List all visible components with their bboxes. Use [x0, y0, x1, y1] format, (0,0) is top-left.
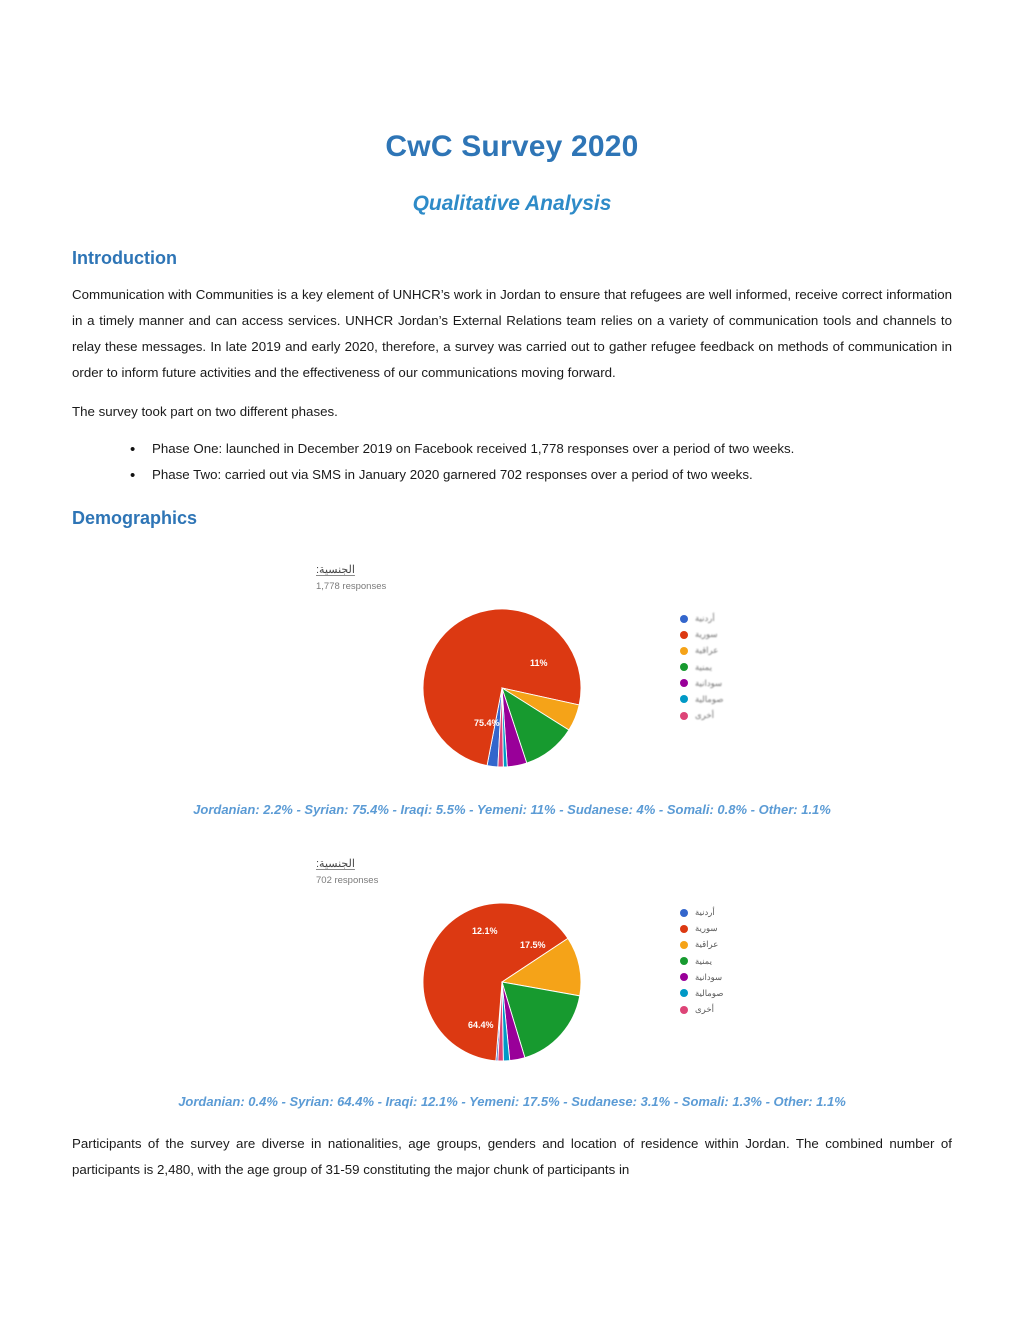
- slice-label-iraqi: 12.1%: [472, 926, 498, 937]
- legend-color-swatch: [680, 647, 688, 655]
- list-item: • Phase Two: carried out via SMS in January 2020 garnered 702 responses over a period of two weeks.: [130, 462, 952, 488]
- slice-label-yemeni: 11%: [530, 658, 548, 669]
- section-heading-introduction: Introduction: [72, 248, 177, 268]
- legend-item-label: سورية: [695, 923, 718, 934]
- legend-item-other: [680, 1002, 790, 1018]
- legend-item-label: سورية: [695, 629, 718, 640]
- chart-response-count: 702 responses: [316, 875, 379, 887]
- document-subtitle: Qualitative Analysis: [412, 192, 612, 215]
- chart-caption: Jordanian: 0.4% - Syrian: 64.4% - Iraqi: 12.1% - Yemeni: 17.5% - Sudanese: 3.1% - Somali: 1.3% - Other: 1.1%: [178, 1094, 846, 1110]
- demographics-closing-paragraph: Participants of the survey are diverse in nationalities, age groups, genders and location of residence within Jordan. The combined number of participants is 2,480, with the age group of 31-59 constituting the major chunk of participants in: [72, 1136, 952, 1178]
- chart-body: [72, 900, 952, 1070]
- chart-header: [316, 563, 952, 592]
- introduction-paragraph-2: The survey took part on two different phases.: [72, 403, 338, 419]
- legend-item-iraqi: [680, 643, 790, 659]
- pie-svg: [420, 900, 584, 1064]
- pie-chart-graphic: [420, 900, 584, 1064]
- legend-color-swatch: [680, 925, 688, 933]
- legend-item-label: يمنية: [695, 955, 712, 966]
- legend-item-yemeni: [680, 659, 790, 675]
- chart-question-title: الجنسية:: [316, 564, 355, 577]
- legend-item-label: يمنية: [695, 661, 712, 672]
- legend-color-swatch: [680, 941, 688, 949]
- legend-color-swatch: [680, 957, 688, 965]
- chart-legend: [680, 904, 790, 1017]
- legend-color-swatch: [680, 663, 688, 671]
- section-heading-demographics: Demographics: [72, 508, 198, 529]
- chart-body: [72, 606, 952, 776]
- legend-item-label: أخرى: [695, 1004, 714, 1015]
- legend-item-syrian: [680, 627, 790, 643]
- legend-item-label: أخرى: [695, 710, 714, 721]
- legend-color-swatch: [680, 1006, 688, 1014]
- legend-item-sudanese: [680, 969, 790, 985]
- legend-item-label: صومالية: [695, 693, 724, 704]
- legend-color-swatch: [680, 909, 688, 917]
- phases-list: [72, 425, 952, 488]
- legend-color-swatch: [680, 679, 688, 687]
- chart-header: [316, 857, 952, 886]
- legend-item-label: عراقية: [695, 939, 719, 950]
- legend-color-swatch: [680, 989, 688, 997]
- legend-item-jordanian: [680, 904, 790, 920]
- legend-item-label: أردنية: [695, 613, 715, 624]
- chart-nationality-phase-one: [72, 529, 952, 817]
- chart-question-title: الجنسية:: [316, 858, 355, 871]
- slice-label-syrian: 75.4%: [474, 718, 500, 729]
- legend-item-somali: [680, 691, 790, 707]
- legend-item-yemeni: [680, 953, 790, 969]
- legend-item-label: سودانية: [695, 971, 723, 982]
- chart-caption: Jordanian: 2.2% - Syrian: 75.4% - Iraqi: 5.5% - Yemeni: 11% - Sudanese: 4% - Somali: 0.8% - Other: 1.1%: [193, 802, 831, 818]
- legend-item-label: أردنية: [695, 907, 715, 918]
- chart-legend: [680, 610, 790, 723]
- legend-item-label: عراقية: [695, 645, 719, 656]
- introduction-paragraph-1: Communication with Communities is a key element of UNHCR’s work in Jordan to ensure that refugees are well informed, receive correct information in a timely manner and can access services. UNHCR Jordan’s External Relations team relies on a variety of communication tools and channels to relay these messages. In late 2019 and early 2020, therefore, a survey was carried out to gather refugee feedback on methods of communication in order to inform future activities and the effectiveness of our communications moving forward.: [72, 287, 952, 380]
- legend-item-jordanian: [680, 610, 790, 626]
- legend-color-swatch: [680, 615, 688, 623]
- legend-color-swatch: [680, 631, 688, 639]
- legend-item-label: صومالية: [695, 987, 724, 998]
- document-title: CwC Survey 2020: [385, 130, 639, 163]
- legend-item-other: [680, 708, 790, 724]
- legend-color-swatch: [680, 695, 688, 703]
- pie-svg: [420, 606, 584, 770]
- list-item: • Phase One: launched in December 2019 on Facebook received 1,778 responses over a period of two weeks.: [130, 436, 952, 462]
- pie-chart-graphic: [420, 606, 584, 770]
- chart-nationality-phase-two: [72, 817, 952, 1109]
- legend-item-label: سودانية: [695, 677, 723, 688]
- slice-label-yemeni: 17.5%: [520, 940, 546, 951]
- legend-item-sudanese: [680, 675, 790, 691]
- legend-color-swatch: [680, 973, 688, 981]
- legend-color-swatch: [680, 712, 688, 720]
- slice-label-syrian: 64.4%: [468, 1020, 494, 1031]
- legend-item-iraqi: [680, 937, 790, 953]
- legend-item-somali: [680, 985, 790, 1001]
- legend-item-syrian: [680, 921, 790, 937]
- chart-response-count: 1,778 responses: [316, 581, 387, 593]
